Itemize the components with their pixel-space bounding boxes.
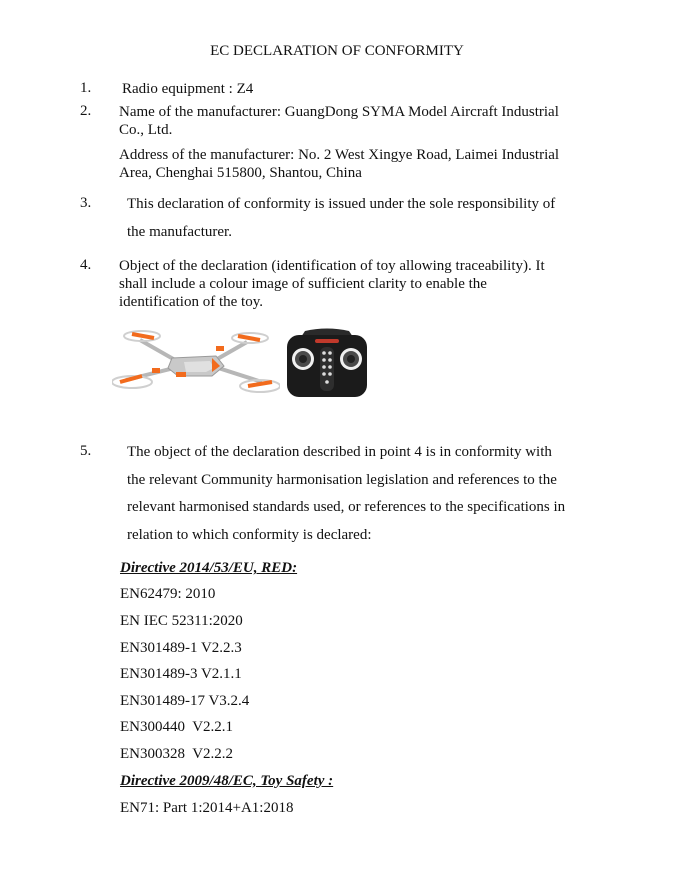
directive-toy-safety-heading: Directive 2009/48/EC, Toy Safety : — [120, 773, 334, 789]
item-2-address-line-2: Area, Chenghai 515800, Shantou, China — [119, 165, 362, 181]
standard-item: EN IEC 52311:2020 — [120, 613, 243, 629]
item-3-line-2: the manufacturer. — [127, 224, 232, 240]
item-4-line-2: shall include a colour image of sufficient clarity to enable the — [119, 276, 487, 292]
document-title: EC DECLARATION OF CONFORMITY — [210, 43, 464, 59]
standard-item: EN300328 V2.2.2 — [120, 746, 234, 762]
item-3-number: 3. — [80, 195, 92, 211]
directive-red-heading: Directive 2014/53/EU, RED: — [120, 560, 298, 576]
item-5-line-4: relation to which conformity is declared: — [127, 527, 372, 543]
standard-item: EN301489-1 V2.2.3 — [120, 640, 242, 656]
item-5-line-2: the relevant Community harmonisation legislation and references to the — [127, 472, 557, 488]
item-5-line-1: The object of the declaration described in point 4 is in conformity with — [127, 444, 552, 460]
item-3-line-1: This declaration of conformity is issued under the sole responsibility of — [127, 196, 556, 212]
item-2-number: 2. — [80, 103, 92, 119]
standard-item: EN300440 V2.2.1 — [120, 719, 234, 735]
item-2-line-1: Name of the manufacturer: GuangDong SYMA Model Aircraft Industrial — [119, 104, 559, 120]
standard-item: EN71: Part 1:2014+A1:2018 — [120, 800, 294, 816]
item-2-address-line-1: Address of the manufacturer: No. 2 West Xingye Road, Laimei Industrial — [119, 147, 560, 163]
item-5-line-3: relevant harmonised standards used, or references to the specifications in — [127, 499, 566, 515]
standard-item: EN301489-3 V2.1.1 — [120, 666, 242, 682]
item-2-line-2: Co., Ltd. — [119, 122, 173, 138]
drone-image — [112, 322, 280, 402]
standard-item: EN301489-17 V3.2.4 — [120, 693, 250, 709]
item-4-number: 4. — [80, 257, 92, 273]
item-4-line-1: Object of the declaration (identification of toy allowing traceability). It — [119, 258, 545, 274]
item-5-number: 5. — [80, 443, 92, 459]
item-4-line-3: identification of the toy. — [119, 294, 263, 310]
item-1-number: 1. — [80, 80, 92, 96]
remote-controller-image — [285, 327, 369, 399]
item-1-text: Radio equipment : Z4 — [122, 81, 254, 97]
standard-item: EN62479: 2010 — [120, 586, 216, 602]
